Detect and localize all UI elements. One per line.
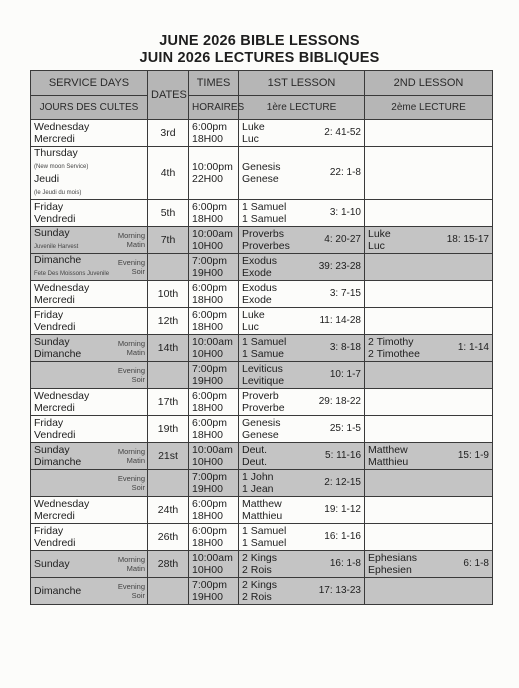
cell-text: Sunday xyxy=(34,444,70,456)
slot-label: Morning xyxy=(117,339,145,348)
time-cell xyxy=(189,362,239,389)
table-row xyxy=(31,335,493,362)
cell-text: 6:00pm xyxy=(192,498,228,510)
cell-text: 7:00pm xyxy=(192,579,228,591)
time-cell xyxy=(189,254,239,281)
second-lesson-cell xyxy=(365,524,493,551)
table-row xyxy=(31,389,493,416)
second-lesson-cell xyxy=(365,308,493,335)
second-lesson-cell xyxy=(365,147,493,200)
day-cell xyxy=(31,308,148,335)
verse-ref: 2: 12-15 xyxy=(324,477,361,488)
cell-text: Friday xyxy=(34,309,64,321)
second-lesson-cell xyxy=(365,578,493,605)
time-cell xyxy=(189,470,239,497)
cell-text: Genese xyxy=(242,429,279,441)
first-lesson-cell xyxy=(239,470,365,497)
cell-text: 10:00pm xyxy=(192,161,233,173)
table-row xyxy=(31,227,493,254)
first-lesson-cell xyxy=(239,416,365,443)
verse-ref: 10: 1-7 xyxy=(329,369,361,380)
date-cell xyxy=(148,362,189,389)
second-lesson-cell xyxy=(365,335,493,362)
table-row xyxy=(31,416,493,443)
day-cell xyxy=(31,200,148,227)
date-cell: 12th xyxy=(148,308,189,335)
title-english: JUNE 2026 BIBLE LESSONS xyxy=(159,33,360,49)
lessons-table xyxy=(30,70,493,605)
cell-text: 22H00 xyxy=(192,173,223,185)
first-lesson-cell xyxy=(239,281,365,308)
cell-text: Matthieu xyxy=(242,510,283,522)
time-cell xyxy=(189,335,239,362)
cell-text: 7:00pm xyxy=(192,255,228,267)
day-cell xyxy=(31,578,148,605)
cell-text: 2 Timothee xyxy=(368,348,420,360)
verse-ref: 18: 15-17 xyxy=(446,234,489,245)
header-first-lesson: 1ST LESSON xyxy=(239,71,365,96)
table-row xyxy=(31,281,493,308)
second-lesson-cell xyxy=(365,281,493,308)
cell-text: 18H00 xyxy=(192,537,223,549)
slot-label: Morning xyxy=(117,447,145,456)
header-service-days: SERVICE DAYS xyxy=(31,71,148,96)
verse-ref: 2: 41-52 xyxy=(324,127,361,138)
slot-label: Matin xyxy=(126,240,145,249)
cell-text: 1 Samuel xyxy=(242,336,287,348)
header-dates: DATES xyxy=(148,71,189,120)
first-lesson-cell xyxy=(239,389,365,416)
cell-text: Friday xyxy=(34,525,64,537)
cell-text: Mercredi xyxy=(34,510,75,522)
table-row xyxy=(31,497,493,524)
cell-text: 18H00 xyxy=(192,402,223,414)
cell-text: 2 Timothy xyxy=(368,336,414,348)
second-lesson-cell xyxy=(365,362,493,389)
cell-text: Thursday xyxy=(34,147,78,159)
header-second-lesson: 2ND LESSON xyxy=(365,71,493,96)
second-lesson-cell xyxy=(365,200,493,227)
first-lesson-cell xyxy=(239,524,365,551)
cell-text: Proverb xyxy=(242,390,279,402)
first-lesson-cell xyxy=(239,551,365,578)
day-cell xyxy=(31,362,148,389)
cell-text: Exode xyxy=(242,294,272,306)
verse-ref: 4: 20-27 xyxy=(324,234,361,245)
date-cell: 10th xyxy=(148,281,189,308)
cell-text: Genesis xyxy=(242,417,281,429)
cell-text: Ephesians xyxy=(368,552,418,564)
cell-text: Levitique xyxy=(242,375,285,387)
date-cell: 3rd xyxy=(148,120,189,147)
cell-text: 19H00 xyxy=(192,483,223,495)
cell-text: Proverbe xyxy=(242,402,285,414)
slot-label: Evening xyxy=(117,366,145,375)
day-cell xyxy=(31,254,148,281)
second-lesson-cell xyxy=(365,227,493,254)
second-lesson-cell xyxy=(365,443,493,470)
cell-text: 2 Rois xyxy=(242,564,272,576)
cell-text: 18H00 xyxy=(192,133,223,145)
day-cell xyxy=(31,120,148,147)
cell-text: Exodus xyxy=(242,255,278,267)
date-cell xyxy=(148,254,189,281)
header-horaires: HORAIRES xyxy=(189,96,239,120)
date-cell: 7th xyxy=(148,227,189,254)
first-lesson-cell xyxy=(239,578,365,605)
cell-text: 6:00pm xyxy=(192,417,228,429)
slot-label: Evening xyxy=(117,258,145,267)
day-cell xyxy=(31,551,148,578)
cell-text: Matthew xyxy=(368,444,408,456)
cell-text: 10H00 xyxy=(192,564,223,576)
cell-text: 1 Samuel xyxy=(242,201,287,213)
cell-text: Dimanche xyxy=(34,348,82,360)
cell-text: 18H00 xyxy=(192,510,223,522)
cell-text: Ephesien xyxy=(368,564,412,576)
slot-label: Morning xyxy=(117,555,145,564)
cell-text: 1 Samuel xyxy=(242,525,287,537)
cell-text: 10H00 xyxy=(192,348,223,360)
cell-text: 7:00pm xyxy=(192,471,228,483)
second-lesson-cell xyxy=(365,389,493,416)
cell-text: 1 John xyxy=(242,471,274,483)
cell-text: Sunday xyxy=(34,558,70,570)
header-deuxieme-lecture: 2ème LECTURE xyxy=(365,96,493,120)
cell-text: Luc xyxy=(242,321,259,333)
day-cell xyxy=(31,416,148,443)
time-cell xyxy=(189,416,239,443)
second-lesson-cell xyxy=(365,470,493,497)
verse-ref: 25: 1-5 xyxy=(329,423,361,434)
verse-ref: 3: 1-10 xyxy=(329,207,361,218)
cell-text: 10:00am xyxy=(192,444,233,456)
date-cell: 28th xyxy=(148,551,189,578)
verse-ref: 16: 1-16 xyxy=(324,531,361,542)
cell-text: Genesis xyxy=(242,161,281,173)
cell-text: Matthieu xyxy=(368,456,409,468)
cell-text: (New moon Service) xyxy=(34,164,89,170)
header-times: TIMES xyxy=(189,71,239,96)
first-lesson-cell xyxy=(239,200,365,227)
verse-ref: 19: 1-12 xyxy=(324,504,361,515)
table-row xyxy=(31,147,493,200)
day-cell xyxy=(31,497,148,524)
cell-text: Wednesday xyxy=(34,121,90,133)
slot-label: Matin xyxy=(126,456,145,465)
slot-label: Soir xyxy=(131,375,145,384)
date-cell: 4th xyxy=(148,147,189,200)
slot-label: Evening xyxy=(117,474,145,483)
cell-text: 18H00 xyxy=(192,213,223,225)
cell-text: Deut. xyxy=(242,444,268,456)
cell-text: 1 Samue xyxy=(242,348,285,360)
verse-ref: 22: 1-8 xyxy=(329,167,361,178)
day-cell xyxy=(31,470,148,497)
cell-text: (le Jeudi du mois) xyxy=(34,190,82,196)
cell-text: 2 Rois xyxy=(242,591,272,603)
verse-ref: 16: 1-8 xyxy=(329,558,361,569)
cell-text: 1 Samuel xyxy=(242,537,287,549)
table-row xyxy=(31,120,493,147)
verse-ref: 39: 23-28 xyxy=(318,261,361,272)
day-cell xyxy=(31,335,148,362)
cell-text: 2 Kings xyxy=(242,579,278,591)
cell-text: 19H00 xyxy=(192,375,223,387)
cell-text: Exode xyxy=(242,267,272,279)
table-row xyxy=(31,524,493,551)
cell-text: Wednesday xyxy=(34,282,90,294)
day-cell xyxy=(31,227,148,254)
cell-text: 19H00 xyxy=(192,591,223,603)
table-row xyxy=(31,200,493,227)
cell-text: Jeudi xyxy=(34,173,60,185)
time-cell xyxy=(189,120,239,147)
cell-text: Vendredi xyxy=(34,213,76,225)
cell-text: Vendredi xyxy=(34,321,76,333)
date-cell xyxy=(148,470,189,497)
first-lesson-cell xyxy=(239,308,365,335)
table-row xyxy=(31,362,493,389)
first-lesson-cell xyxy=(239,120,365,147)
cell-text: 10:00am xyxy=(192,552,233,564)
cell-text: Fete Des Moissons Juvenile xyxy=(34,271,110,277)
table-row xyxy=(31,470,493,497)
verse-ref: 29: 18-22 xyxy=(318,396,361,407)
first-lesson-cell xyxy=(239,497,365,524)
cell-text: 6:00pm xyxy=(192,309,228,321)
first-lesson-cell xyxy=(239,147,365,200)
cell-text: 6:00pm xyxy=(192,525,228,537)
cell-text: 18H00 xyxy=(192,294,223,306)
cell-text: 18H00 xyxy=(192,321,223,333)
cell-text: 6:00pm xyxy=(192,201,228,213)
time-cell xyxy=(189,281,239,308)
date-cell: 21st xyxy=(148,443,189,470)
verse-ref: 3: 7-15 xyxy=(329,288,361,299)
table-row xyxy=(31,254,493,281)
cell-text: 1 Samuel xyxy=(242,213,287,225)
cell-text: 18H00 xyxy=(192,429,223,441)
header-premiere-lecture: 1ère LECTURE xyxy=(239,96,365,120)
cell-text: 6:00pm xyxy=(192,390,228,402)
time-cell xyxy=(189,551,239,578)
slot-label: Morning xyxy=(117,231,145,240)
second-lesson-cell xyxy=(365,551,493,578)
cell-text: Wednesday xyxy=(34,498,90,510)
time-cell xyxy=(189,200,239,227)
cell-text: Mercredi xyxy=(34,133,75,145)
time-cell xyxy=(189,497,239,524)
cell-text: Mercredi xyxy=(34,294,75,306)
table-row xyxy=(31,443,493,470)
verse-ref: 17: 13-23 xyxy=(318,585,361,596)
cell-text: Genese xyxy=(242,173,279,185)
cell-text: Proverbs xyxy=(242,228,285,240)
cell-text: Exodus xyxy=(242,282,278,294)
table-row xyxy=(31,578,493,605)
first-lesson-cell xyxy=(239,335,365,362)
cell-text: Dimanche xyxy=(34,585,82,597)
date-cell: 5th xyxy=(148,200,189,227)
verse-ref: 5: 11-16 xyxy=(325,450,361,461)
day-cell xyxy=(31,443,148,470)
verse-ref: 15: 1-9 xyxy=(457,450,489,461)
cell-text: Deut. xyxy=(242,456,268,468)
date-cell: 26th xyxy=(148,524,189,551)
cell-text: Sunday xyxy=(34,336,70,348)
time-cell xyxy=(189,147,239,200)
day-cell xyxy=(31,524,148,551)
table-row xyxy=(31,308,493,335)
cell-text: Luke xyxy=(242,121,265,133)
cell-text: 10:00am xyxy=(192,228,233,240)
slot-label: Matin xyxy=(126,348,145,357)
first-lesson-cell xyxy=(239,227,365,254)
cell-text: Friday xyxy=(34,201,64,213)
cell-text: Dimanche xyxy=(34,254,82,266)
verse-ref: 6: 1-8 xyxy=(463,558,489,569)
cell-text: Sunday xyxy=(34,227,70,239)
time-cell xyxy=(189,308,239,335)
verse-ref: 11: 14-28 xyxy=(319,315,361,326)
cell-text: Luc xyxy=(368,240,385,252)
time-cell xyxy=(189,443,239,470)
cell-text: 7:00pm xyxy=(192,363,228,375)
cell-text: 10H00 xyxy=(192,456,223,468)
cell-text: 1 Jean xyxy=(242,483,274,495)
date-cell xyxy=(148,578,189,605)
cell-text: 6:00pm xyxy=(192,121,228,133)
date-cell: 24th xyxy=(148,497,189,524)
cell-text: Wednesday xyxy=(34,390,90,402)
cell-text: Vendredi xyxy=(34,429,76,441)
cell-text: Luke xyxy=(242,309,265,321)
lessons-body xyxy=(31,120,493,605)
cell-text: 10:00am xyxy=(192,336,233,348)
slot-label: Soir xyxy=(131,591,145,600)
first-lesson-cell xyxy=(239,362,365,389)
slot-label: Evening xyxy=(117,582,145,591)
date-cell: 14th xyxy=(148,335,189,362)
day-cell xyxy=(31,147,148,200)
cell-text: 6:00pm xyxy=(192,282,228,294)
title-french: JUIN 2026 LECTURES BIBLIQUES xyxy=(139,50,380,66)
cell-text: Luke xyxy=(368,228,391,240)
cell-text: 10H00 xyxy=(192,240,223,252)
cell-text: Vendredi xyxy=(34,537,76,549)
cell-text: Dimanche xyxy=(34,456,82,468)
cell-text: Proverbes xyxy=(242,240,290,252)
second-lesson-cell xyxy=(365,254,493,281)
verse-ref: 3: 8-18 xyxy=(329,342,361,353)
second-lesson-cell xyxy=(365,120,493,147)
date-cell: 17th xyxy=(148,389,189,416)
cell-text: Luc xyxy=(242,133,259,145)
table-row xyxy=(31,551,493,578)
day-cell xyxy=(31,389,148,416)
cell-text: Leviticus xyxy=(242,363,283,375)
first-lesson-cell xyxy=(239,443,365,470)
header-jours-des-cultes: JOURS DES CULTES xyxy=(31,96,148,120)
second-lesson-cell xyxy=(365,497,493,524)
slot-label: Soir xyxy=(131,267,145,276)
cell-text: Friday xyxy=(34,417,64,429)
cell-text: Mercredi xyxy=(34,402,75,414)
verse-ref: 1: 1-14 xyxy=(457,342,489,353)
time-cell xyxy=(189,578,239,605)
first-lesson-cell xyxy=(239,254,365,281)
time-cell xyxy=(189,227,239,254)
time-cell xyxy=(189,524,239,551)
second-lesson-cell xyxy=(365,416,493,443)
cell-text: 19H00 xyxy=(192,267,223,279)
cell-text: Matthew xyxy=(242,498,282,510)
cell-text: Juvenile Harvest xyxy=(34,244,79,250)
day-cell xyxy=(31,281,148,308)
cell-text: 2 Kings xyxy=(242,552,278,564)
time-cell xyxy=(189,389,239,416)
slot-label: Matin xyxy=(126,564,145,573)
date-cell: 19th xyxy=(148,416,189,443)
slot-label: Soir xyxy=(131,483,145,492)
